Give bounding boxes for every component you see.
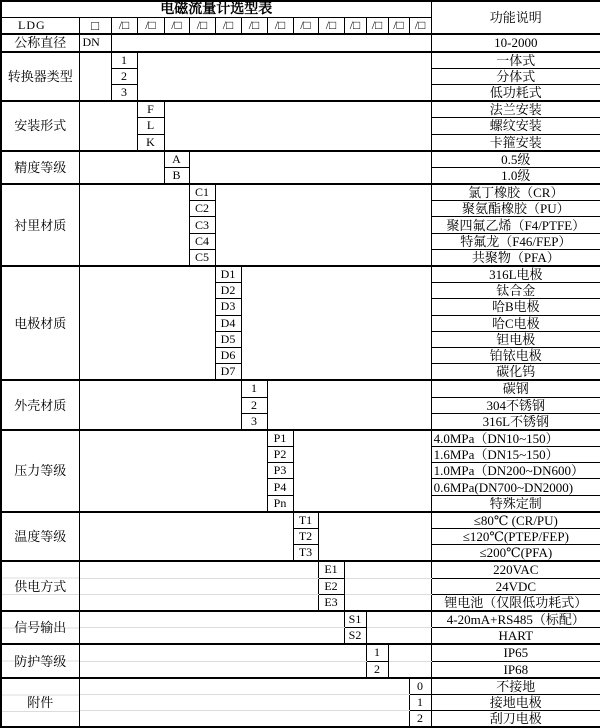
- option-code: D5: [215, 331, 241, 347]
- empty-cell: [79, 561, 318, 578]
- category-label: 外壳材质: [1, 380, 79, 430]
- option-description: 1.0MPa（DN200~DN600）: [431, 463, 600, 479]
- model-code-slot: /□: [164, 18, 189, 35]
- category-label: 衬里材质: [1, 184, 79, 266]
- empty-cell: [344, 594, 431, 611]
- option-description: 特氟龙（F46/FEP）: [431, 233, 600, 249]
- empty-cell: [79, 52, 111, 102]
- option-description: 316L电极: [431, 266, 600, 283]
- option-description: 316L不锈钢: [431, 413, 600, 430]
- empty-cell: [111, 34, 431, 51]
- option-description: 0.6MPa(DN700~DN2000): [431, 479, 600, 495]
- page-title: 电磁流量计选型表: [1, 1, 431, 18]
- category-label: 公称直径: [1, 34, 79, 51]
- option-code: E1: [318, 561, 344, 578]
- option-description: 哈B电极: [431, 299, 600, 315]
- empty-cell: [79, 151, 164, 184]
- category-label: 安装形式: [1, 101, 79, 151]
- option-description: 钽电极: [431, 331, 600, 347]
- empty-cell: [267, 380, 431, 430]
- option-description: 刮刀电极: [431, 711, 600, 728]
- option-description: 4.0MPa（DN10~150）: [431, 430, 600, 447]
- category-label: 信号输出: [1, 611, 79, 644]
- category-label: 压力等级: [1, 430, 79, 512]
- model-code-slot: /□: [318, 18, 344, 35]
- option-code: 3: [111, 84, 137, 101]
- empty-cell: [79, 101, 137, 151]
- option-description: 220VAC: [431, 561, 600, 578]
- model-code-slot: /□: [388, 18, 409, 35]
- option-description: 1.6MPa（DN15~150）: [431, 447, 600, 463]
- option-description: 10-2000: [431, 34, 600, 51]
- option-code: D2: [215, 283, 241, 299]
- model-code-slot: /□: [366, 18, 388, 35]
- model-code-slot: /□: [241, 18, 267, 35]
- empty-cell: [79, 611, 344, 628]
- option-code: T2: [293, 529, 318, 545]
- empty-cell: [79, 694, 409, 710]
- category-label: 温度等级: [1, 512, 79, 562]
- model-code-slot: /□: [215, 18, 241, 35]
- empty-cell: [366, 611, 431, 628]
- option-code: 2: [366, 661, 388, 678]
- option-code: E3: [318, 594, 344, 611]
- empty-cell: [241, 266, 431, 380]
- option-description: IP68: [431, 661, 600, 678]
- option-description: 聚四氟乙烯（F4/PTFE）: [431, 217, 600, 233]
- option-code: P1: [267, 430, 293, 447]
- option-description: 低功耗式: [431, 84, 600, 101]
- option-description: 24VDC: [431, 578, 600, 594]
- option-code: 1: [366, 644, 388, 661]
- model-code-slot: /□: [267, 18, 293, 35]
- empty-cell: [388, 644, 431, 661]
- option-code: C4: [189, 233, 215, 249]
- option-description: 卡箍安装: [431, 134, 600, 151]
- option-description: ≤200℃(PFA): [431, 545, 600, 562]
- model-code-slot: /□: [293, 18, 318, 35]
- option-code: L: [137, 118, 164, 134]
- option-code: C5: [189, 249, 215, 266]
- option-description: 钛合金: [431, 283, 600, 299]
- empty-cell: [79, 380, 241, 430]
- option-code: A: [164, 151, 189, 168]
- option-description: 碳钢: [431, 380, 600, 397]
- empty-cell: [79, 594, 318, 611]
- option-code: F: [137, 101, 164, 118]
- option-description: ≤80℃ (CR/PU): [431, 512, 600, 529]
- empty-cell: [366, 628, 431, 645]
- option-code: S1: [344, 611, 366, 628]
- empty-cell: [79, 644, 366, 661]
- option-description: 法兰安装: [431, 101, 600, 118]
- category-label: 防护等级: [1, 644, 79, 677]
- empty-cell: [293, 430, 431, 512]
- empty-cell: [388, 661, 431, 678]
- option-description: 不接地: [431, 678, 600, 695]
- empty-cell: [79, 512, 293, 562]
- option-code: D7: [215, 364, 241, 381]
- option-code: 2: [241, 397, 267, 413]
- category-label: 电极材质: [1, 266, 79, 380]
- option-code: S2: [344, 628, 366, 645]
- option-code: D6: [215, 347, 241, 363]
- option-code: D3: [215, 299, 241, 315]
- model-code-slot: /□: [111, 18, 137, 35]
- option-code: T1: [293, 512, 318, 529]
- empty-cell: [79, 711, 409, 728]
- model-code-slot: /□: [137, 18, 164, 35]
- empty-cell: [79, 578, 318, 594]
- empty-cell: [344, 578, 431, 594]
- option-description: 哈C电极: [431, 315, 600, 331]
- option-description: 接地电极: [431, 694, 600, 710]
- option-code: 3: [241, 413, 267, 430]
- option-description: 1.0级: [431, 167, 600, 184]
- option-code: P3: [267, 463, 293, 479]
- option-description: 聚氨酯橡胶（PU）: [431, 201, 600, 217]
- option-description: 分体式: [431, 68, 600, 84]
- option-code: D1: [215, 266, 241, 283]
- option-description: 共聚物（PFA）: [431, 249, 600, 266]
- empty-cell: [79, 678, 409, 695]
- option-code: 0: [409, 678, 431, 695]
- option-description: 一体式: [431, 52, 600, 69]
- empty-cell: [79, 661, 366, 678]
- empty-cell: [79, 430, 267, 512]
- option-code: K: [137, 134, 164, 151]
- option-code: DN: [79, 34, 111, 51]
- option-description: 碳化钨: [431, 364, 600, 381]
- option-description: 铂铱电极: [431, 347, 600, 363]
- option-code: B: [164, 167, 189, 184]
- option-code: P4: [267, 479, 293, 495]
- option-description: HART: [431, 628, 600, 645]
- option-code: 1: [111, 52, 137, 69]
- option-code: D4: [215, 315, 241, 331]
- empty-cell: [137, 52, 431, 102]
- option-code: C2: [189, 201, 215, 217]
- model-prefix: LDG: [1, 18, 79, 35]
- option-description: 4-20mA+RS485（标配）: [431, 611, 600, 628]
- option-description: IP65: [431, 644, 600, 661]
- empty-cell: [344, 561, 431, 578]
- empty-cell: [189, 151, 431, 184]
- empty-cell: [79, 266, 215, 380]
- option-code: C3: [189, 217, 215, 233]
- empty-cell: [79, 184, 189, 266]
- option-description: 锂电池（仅限低功耗式）: [431, 594, 600, 611]
- model-code-slot: /□: [409, 18, 431, 35]
- option-code: P2: [267, 447, 293, 463]
- category-label: 供电方式: [1, 561, 79, 611]
- option-description: 0.5级: [431, 151, 600, 168]
- empty-cell: [215, 184, 431, 266]
- category-label: 精度等级: [1, 151, 79, 184]
- option-code: 2: [409, 711, 431, 728]
- function-column-header: 功能说明: [431, 1, 600, 34]
- option-description: ≤120℃(PTEP/FEP): [431, 529, 600, 545]
- option-code: 2: [111, 68, 137, 84]
- option-description: 特殊定制: [431, 495, 600, 512]
- model-code-box: □: [79, 18, 111, 35]
- option-code: E2: [318, 578, 344, 594]
- option-code: Pn: [267, 495, 293, 512]
- option-code: C1: [189, 184, 215, 201]
- option-description: 304不锈钢: [431, 397, 600, 413]
- option-code: 1: [409, 694, 431, 710]
- category-label: 转换器类型: [1, 52, 79, 102]
- category-label: 附件: [1, 678, 79, 728]
- option-description: 螺纹安装: [431, 118, 600, 134]
- empty-cell: [164, 101, 431, 151]
- model-code-slot: /□: [189, 18, 215, 35]
- option-code: T3: [293, 545, 318, 562]
- empty-cell: [79, 628, 344, 645]
- option-code: 1: [241, 380, 267, 397]
- option-description: 氯丁橡胶（CR）: [431, 184, 600, 201]
- model-code-slot: /□: [344, 18, 366, 35]
- empty-cell: [318, 512, 431, 562]
